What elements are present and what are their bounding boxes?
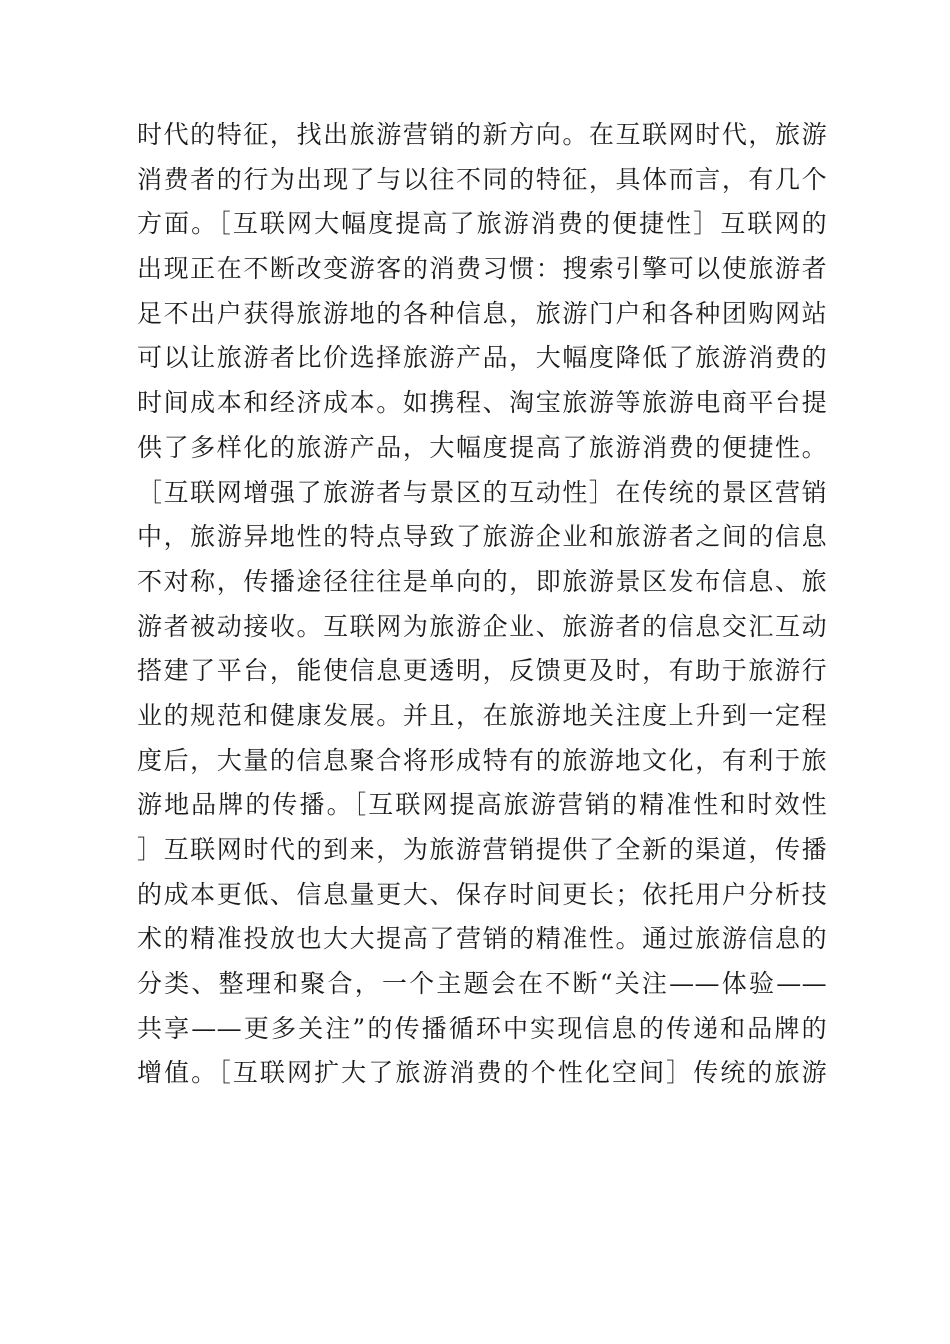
text-line: 共享——更多关注”的传播循环中实现信息的传递和品牌的 bbox=[137, 1013, 827, 1043]
text-line: ［互联网增强了旅游者与景区的互动性］在传统的景区营销 bbox=[137, 477, 827, 507]
text-line: 中，旅游异地性的特点导致了旅游企业和旅游者之间的信息 bbox=[137, 522, 827, 552]
text-line: 分类、整理和聚合，一个主题会在不断“关注——体验—— bbox=[137, 969, 827, 999]
text-line: 出现正在不断改变游客的消费习惯：搜索引擎可以使旅游者 bbox=[137, 254, 827, 284]
text-line: 方面。［互联网大幅度提高了旅游消费的便捷性］互联网的 bbox=[137, 209, 827, 239]
text-line: 增值。［互联网扩大了旅游消费的个性化空间］传统的旅游 bbox=[137, 1058, 827, 1088]
text-line: 业的规范和健康发展。并且，在旅游地关注度上升到一定程 bbox=[137, 700, 827, 730]
text-line: 搭建了平台，能使信息更透明，反馈更及时，有助于旅游行 bbox=[137, 656, 827, 686]
text-line: 不对称，传播途径往往是单向的，即旅游景区发布信息、旅 bbox=[137, 566, 827, 596]
text-line: 术的精准投放也大大提高了营销的精准性。通过旅游信息的 bbox=[137, 924, 827, 954]
text-line: 足不出户获得旅游地的各种信息，旅游门户和各种团购网站 bbox=[137, 298, 827, 328]
text-line: 的成本更低、信息量更大、保存时间更长；依托用户分析技 bbox=[137, 879, 827, 909]
text-line: 供了多样化的旅游产品，大幅度提高了旅游消费的便捷性。 bbox=[137, 432, 827, 462]
text-line: 游者被动接收。互联网为旅游企业、旅游者的信息交汇互动 bbox=[137, 611, 827, 641]
text-line: 消费者的行为出现了与以往不同的特征，具体而言，有几个 bbox=[137, 164, 827, 194]
text-line: 游地品牌的传播。［互联网提高旅游营销的精准性和时效性 bbox=[137, 790, 827, 820]
text-line: 度后，大量的信息聚合将形成特有的旅游地文化，有利于旅 bbox=[137, 745, 827, 775]
text-line: ］互联网时代的到来，为旅游营销提供了全新的渠道，传播 bbox=[137, 835, 827, 864]
text-line: 时代的特征，找出旅游营销的新方向。在互联网时代，旅游 bbox=[137, 120, 827, 149]
text-line: 时间成本和经济成本。如携程、淘宝旅游等旅游电商平台提 bbox=[137, 388, 827, 418]
text-line: 可以让旅游者比价选择旅游产品，大幅度降低了旅游消费的 bbox=[137, 343, 827, 373]
body-text bbox=[137, 113, 827, 1096]
